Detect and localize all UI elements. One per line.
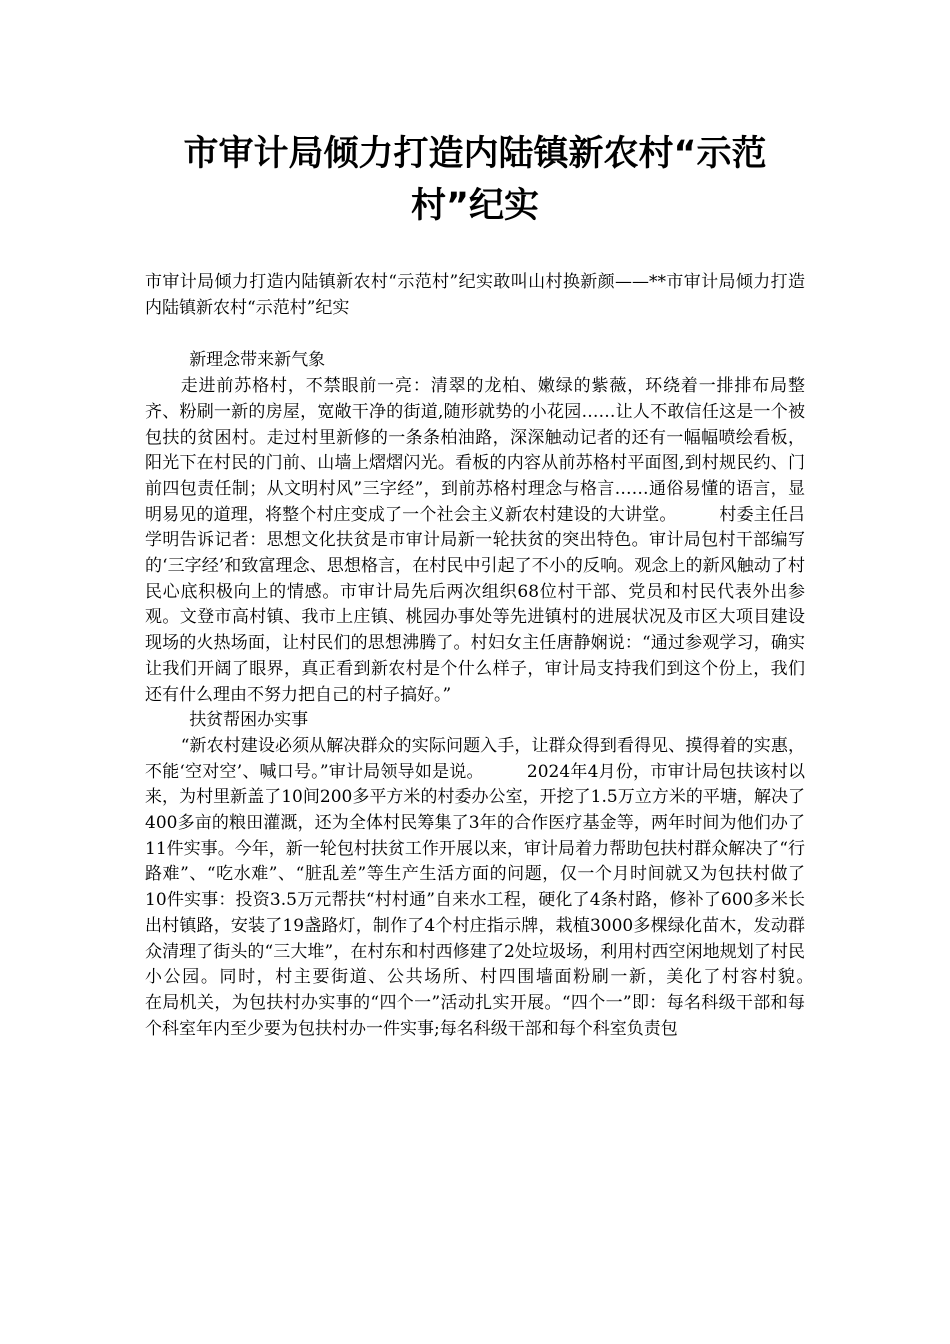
document-title: 市审计局倾力打造内陆镇新农村“示范村”纪实	[183, 134, 767, 226]
section-paragraph: 走进前苏格村，不禁眼前一亮：清翠的龙柏、嫩绿的紫薇，环绕着一排排布局整齐、粉刷一新的房屋，宽敞干净的街道,随形就势的小花园……让人不敢信任这是一个被包扶的贫困村。走过村里新修的一条条柏油路，深深触动记者的还有一幅幅喷绘看板，阳光下在村民的门前、山墙上熠熠闪光。看板的内容从前苏格村平面图,到村规民约、门前四包责任制；从文明村风”三字经”，到前苏格村理念与格言……通俗易懂的语言，显明易见的道理，将整个村庄变成了一个社会主义新农村建设的大讲堂。 村委主任吕学明告诉记者：思想文化扶贫是市审计局新一轮扶贫的突出特色。审计局包村干部编写的‘三字经’和致富理念、思想格言，在村民中引起了不小的反响。观念上的新风触动了村民心底积极向上的情感。市审计局先后两次组织68位村干部、党员和村民代表外出参观。文登市高村镇、我市上庄镇、桃园办事处等先进镇村的进展状况及市区大项目建设现场的火热场面，让村民们的思想沸腾了。村妇女主任唐静娴说：“通过参观学习，确实让我们开阔了眼界，真正看到新农村是个什么样子，审计局支持我们到这个份上，我们还有什么理由不努力把自己的村子搞好。”	[145, 376, 805, 705]
section-heading: 新理念带来新气象	[189, 350, 326, 371]
section-paragraph: “新农村建设必须从解决群众的实际问题入手，让群众得到看得见、摸得着的实惠，不能‘空对空’、喊口号。”审计局领导如是说。 2024年4月份，市审计局包扶该村以来，为村里新盖了10间200多平方米的村委办公室，开挖了1.5万立方米的平塘，解决了400多亩的粮田灌溉，还为全体村民筹集了3年的合作医疗基金等，两年时间为他们办了11件实事。今年，新一轮包村扶贫工作开展以来，审计局着力帮助包扶村群众解决了“行路难”、“吃水难”、“脏乱差”等生产生活方面的问题，仅一个月时间就又为包扶村做了10件实事：投资3.5万元帮扶“村村通”自来水工程，硬化了4条村路，修补了600多米长出村镇路，安装了19盏路灯，制作了4个村庄指示牌，栽植3000多棵绿化苗木，发动群众清理了街头的“三大堆”，在村东和村西修建了2处垃圾场，利用村西空闲地规划了村民小公园。同时，村主要街道、公共场所、村四围墙面粉刷一新，美化了村容村貌。 在局机关，为包扶村办实事的“四个一”活动扎实开展。“四个一”即：每名科级干部和每个科室年内至少要为包扶村办一件实事;每名科级干部和每个科室负责包	[145, 735, 856, 1039]
lead-paragraph: 市审计局倾力打造内陆镇新农村“示范村”纪实敢叫山村换新颜——**市审计局倾力打造内陆镇新农村“示范村”纪实	[145, 272, 805, 318]
document-body	[145, 270, 856, 1042]
section-heading: 扶贫帮困办实事	[189, 710, 309, 731]
